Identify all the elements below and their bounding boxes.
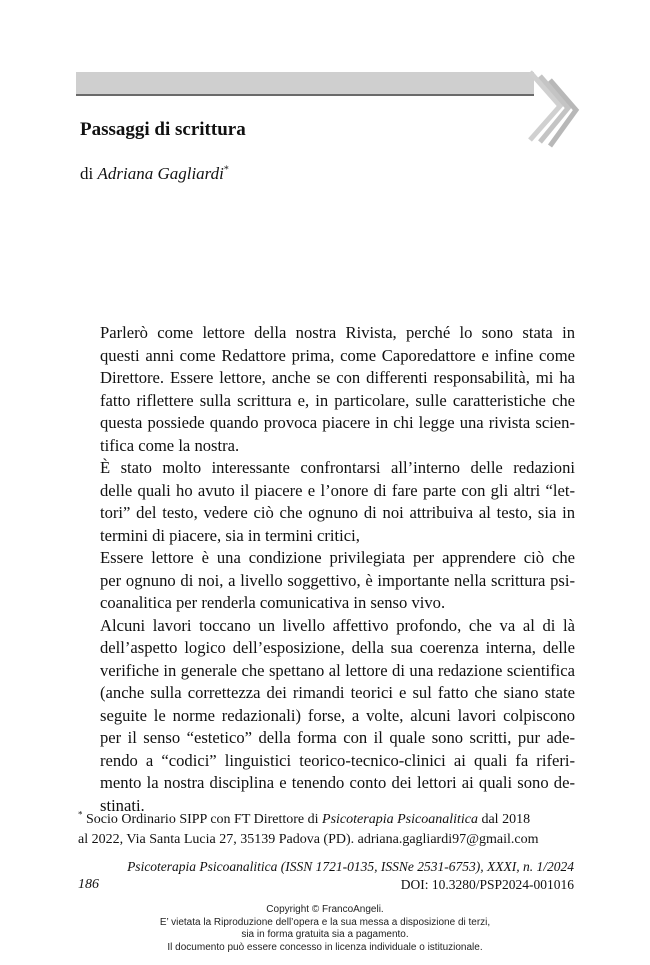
footnote-text: Socio Ordinario SIPP con FT Direttore di	[82, 812, 323, 827]
text-line: dell’aspetto logico dell’esposizione, della sua coerenza interna, delle	[100, 638, 575, 657]
header-band	[76, 72, 534, 94]
text-line: Direttore. Essere lettore, anche se con differenti responsabilità, mi ha	[100, 368, 575, 387]
text-line: questi anni come Redattore prima, come Caporedattore e infine come	[100, 345, 575, 365]
text-line: rendo a “codici” linguistici teorico-tecnico-clinici ai quali fa riferi-	[100, 750, 575, 770]
author-footnote	[78, 810, 575, 850]
text-line: Essere lettore è una condizione privilegiata per apprendere ciò che	[100, 548, 575, 567]
text-line: per ognuno di noi, a livello soggettivo, è importante nella scrittura psi-	[100, 570, 575, 590]
copyright-line: Il documento può essere concesso in licenza individuale o istituzionale.	[167, 941, 483, 953]
paragraph	[78, 322, 575, 457]
text-line: tifica come la nostra.	[100, 435, 240, 455]
text-line: termini di piacere, sia in termini critici,	[100, 525, 360, 545]
footnote-line	[78, 810, 575, 830]
copyright-line: E’ vietata la Riproduzione dell’opera e la sua messa a disposizione di terzi,	[159, 916, 491, 928]
footnote-mark: *	[223, 164, 229, 176]
journal-name: Psicoterapia Psicoanalitica	[322, 812, 478, 827]
paragraph	[78, 615, 575, 818]
text-line: Parlerò come lettore della nostra Rivista, perché lo sono stata in	[100, 323, 575, 342]
byline	[80, 164, 229, 184]
author-name: Adriana Gagliardi	[97, 164, 224, 183]
text-line: questa possiede quando provoca piacere in chi legge una rivista scien-	[100, 413, 575, 432]
text-line: delle quali ho avuto il piacere e l’onore di fare parte con gli altri “let-	[100, 480, 575, 500]
footnote-mark: *	[78, 809, 83, 820]
footnote-line: al 2022, Via Santa Lucia 27, 35139 Padova (PD). adriana.gagliardi97@gmail.com	[78, 832, 539, 847]
text-line: (anche sulla correttezza dei rimandi teorici e sul fatto che siano state	[100, 683, 575, 702]
text-line: stinati.	[100, 795, 145, 815]
page-number: 186	[78, 877, 99, 892]
copyright-line: Copyright © FrancoAngeli.	[266, 904, 384, 915]
text-line: verifiche in generale che spettano al lettore di una redazione scientifica	[100, 660, 575, 680]
text-line: È stato molto interessante confrontarsi all’interno delle redazioni	[100, 458, 575, 477]
text-line: coanalitica per renderla comunicativa in senso vivo.	[100, 593, 446, 612]
paragraph	[78, 457, 575, 547]
copyright-line: sia in forma gratuita sia a pagamento.	[241, 929, 409, 940]
running-footer-journal: Psicoterapia Psicoanalitica (ISSN 1721-0135, ISSNe 2531-6753), XXXI, n. 1/2024	[127, 859, 574, 874]
doi: DOI: 10.3280/PSP2024-001016	[400, 877, 574, 892]
text-line: Alcuni lavori toccano un livello affettivo profondo, che va al di là	[100, 615, 575, 635]
chevrons-right-icon	[524, 66, 580, 152]
article-title: Passaggi di scrittura	[80, 119, 246, 140]
footnote-text: dal 2018	[477, 812, 531, 827]
text-line: fatto riflettere sulla scrittura e, in particolare, sulle caratteristiche che	[100, 390, 575, 410]
paragraph	[78, 547, 575, 615]
text-line: tori” del testo, vedere ciò che ognuno di noi attribuiva al testo, sia in	[100, 503, 575, 522]
text-line: mento la nostra disciplina e tenendo conto dei lettori ai quali sono de-	[100, 773, 575, 792]
text-line: seguite le norme redazionali) forse, a volte, alcuni lavori colpiscono	[100, 705, 575, 725]
copyright-notice	[0, 904, 650, 954]
text-line: per il senso “estetico” della forma con il quale sono scritti, pur ade-	[100, 728, 575, 747]
header-rule	[76, 94, 534, 96]
byline-prefix: di	[80, 164, 98, 183]
